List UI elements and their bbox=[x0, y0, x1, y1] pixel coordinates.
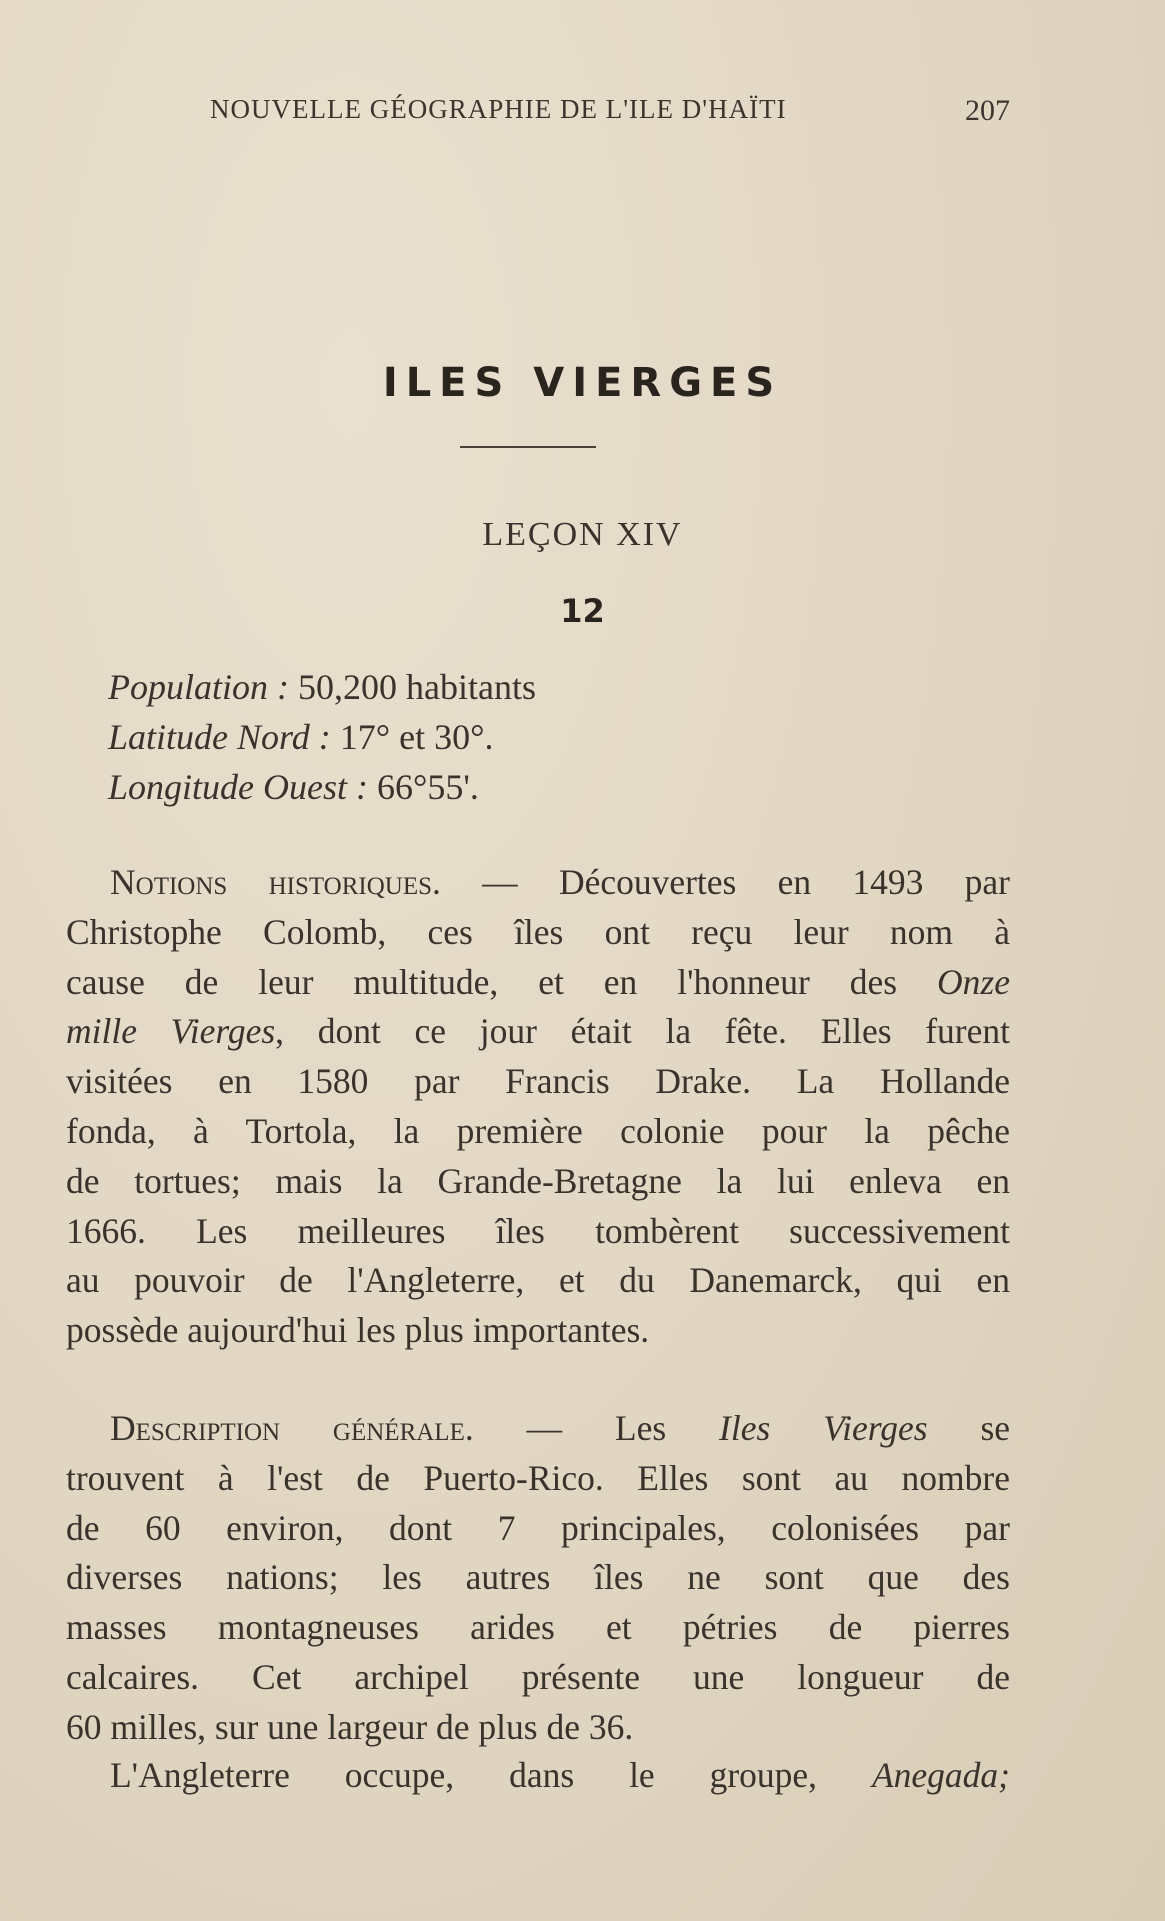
paragraph-line: Description générale. — Les Iles Vierges se bbox=[110, 1408, 1011, 1448]
longitude-line bbox=[108, 762, 536, 812]
paragraph-line: Christophe Colomb, ces îles ont reçu leur nom à bbox=[66, 911, 1010, 952]
paragraph-line: de 60 environ, dont 7 principales, colonisées par bbox=[66, 1507, 1010, 1548]
title-rule bbox=[460, 446, 596, 448]
paragraph-line: au pouvoir de l'Angleterre, et du Danemarck, qui en bbox=[66, 1260, 1010, 1301]
paragraph-line: L'Angleterre occupe, dans le groupe, Anegada; bbox=[110, 1755, 1010, 1795]
population-label: Population : bbox=[108, 667, 289, 707]
chapter-title: ILES VIERGES bbox=[382, 360, 783, 406]
notions-heading: Notions historiques. bbox=[110, 862, 441, 902]
page-number: 207 bbox=[965, 94, 1010, 127]
running-head bbox=[210, 94, 1010, 134]
paragraph-line: mille Vierges, dont ce jour était la fête. Elles furent bbox=[66, 1011, 1010, 1052]
running-title: NOUVELLE GÉOGRAPHIE DE L'ILE D'HAÏTI bbox=[210, 94, 787, 124]
lesson-title: LEÇON XIV bbox=[482, 516, 683, 553]
paragraph-line: masses montagneuses arides et pétries de pierres bbox=[66, 1607, 1010, 1648]
longitude-value: 66°55'. bbox=[376, 767, 479, 807]
paragraph-line: calcaires. Cet archipel présente une longueur de bbox=[66, 1656, 1010, 1697]
longitude-label: Longitude Ouest : bbox=[108, 767, 368, 807]
description-generale-paragraph bbox=[66, 1404, 1010, 1753]
paragraph-line: diverses nations; les autres îles ne sont que des bbox=[66, 1557, 1010, 1598]
paragraph-line: Notions historiques. — Découvertes en 1493 par bbox=[110, 862, 1011, 902]
paragraph-line: fonda, à Tortola, la première colonie pour la pêche bbox=[66, 1110, 1010, 1151]
lesson-number: 12 bbox=[560, 592, 605, 630]
paragraph-line: 60 milles, sur une largeur de plus de 36. bbox=[66, 1706, 634, 1747]
paragraph-line: trouvent à l'est de Puerto-Rico. Elles sont au nombre bbox=[66, 1457, 1010, 1498]
latitude-line bbox=[108, 712, 536, 762]
latitude-label: Latitude Nord : bbox=[108, 717, 331, 757]
paragraph-line: de tortues; mais la Grande-Bretagne la lui enleva en bbox=[66, 1160, 1010, 1201]
paragraph-line: 1666. Les meilleures îles tombèrent successivement bbox=[66, 1210, 1010, 1251]
population-value: 50,200 habitants bbox=[297, 667, 536, 707]
notions-historiques-paragraph bbox=[66, 858, 1010, 1356]
paragraph-line: possède aujourd'hui les plus importantes. bbox=[66, 1310, 650, 1351]
population-line bbox=[108, 662, 536, 712]
description-heading: Description générale. bbox=[110, 1408, 474, 1448]
angleterre-paragraph bbox=[66, 1751, 1010, 1801]
paragraph-line: visitées en 1580 par Francis Drake. La Hollande bbox=[66, 1061, 1010, 1102]
latitude-value: 17° et 30°. bbox=[339, 717, 494, 757]
paragraph-line: cause de leur multitude, et en l'honneur des Onze bbox=[66, 961, 1011, 1002]
facts-block bbox=[108, 662, 536, 812]
